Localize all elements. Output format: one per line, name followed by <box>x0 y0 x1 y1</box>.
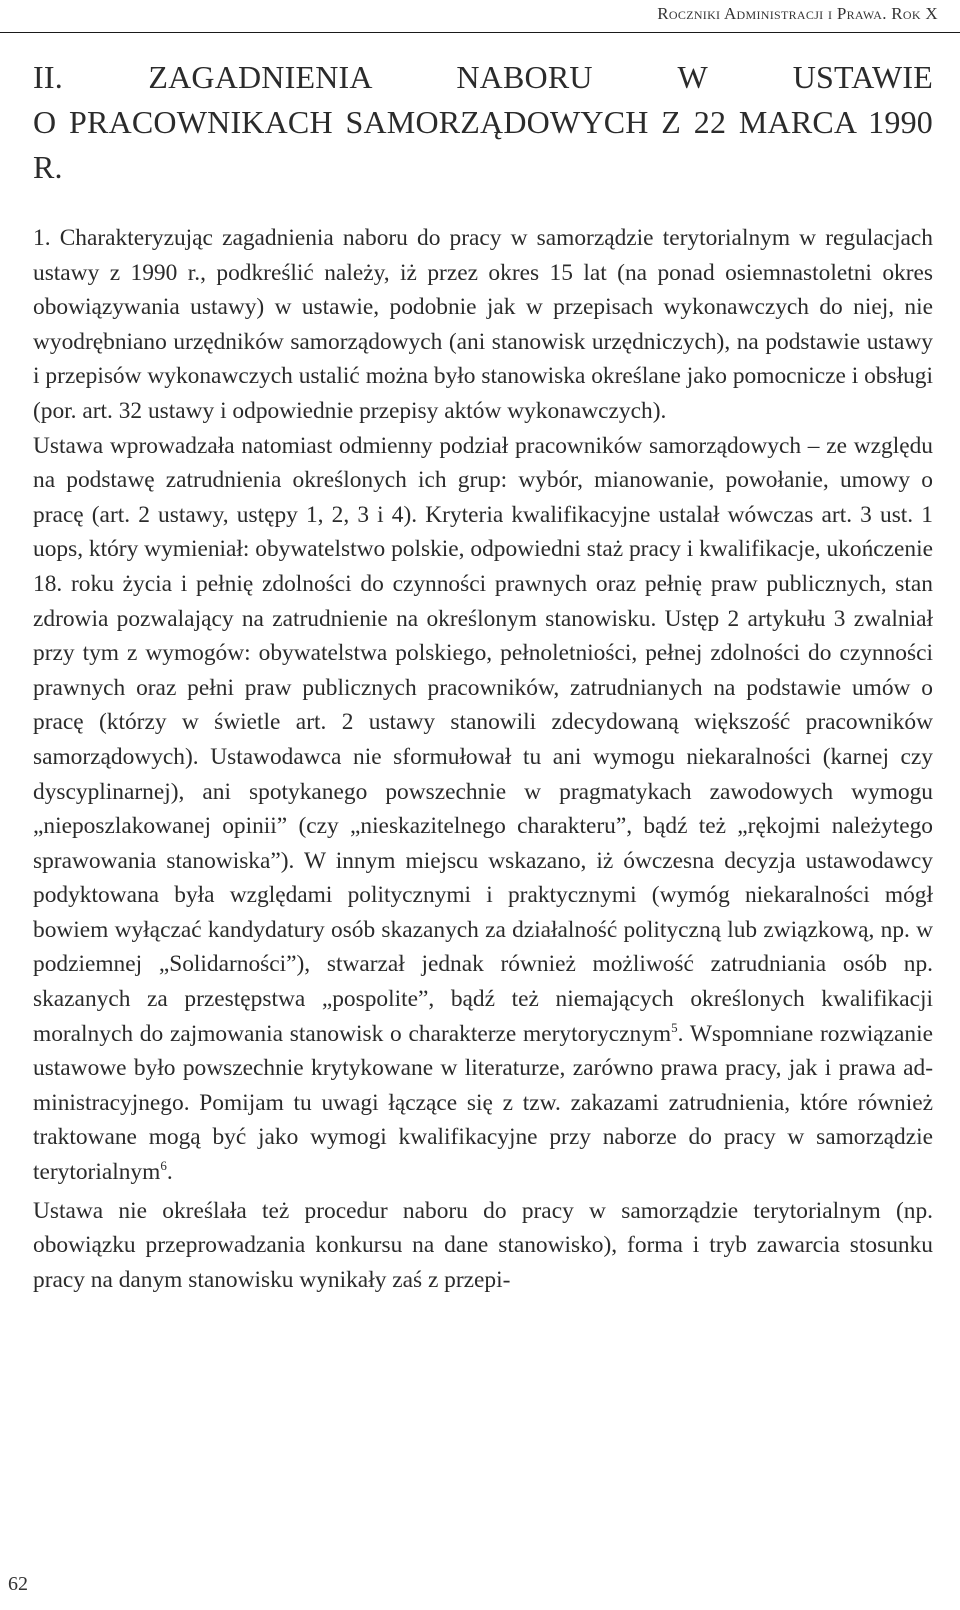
running-head: Roczniki Administracji i Prawa. Rok X <box>657 4 938 23</box>
paragraph-2-text-b: . Wspomniane rozwiązanie ustawowe było powszechnie krytykowane w literaturze, zarówno prawa pracy, jak i prawa administracyjnego. Pomijam tu uwagi łączące się z tzw. zakazami zatrudnienia, które również traktowane mogą być jako wymogi kwalifikacyjne przy naborze do pracy w samorządzie terytorialnym <box>33 1020 933 1186</box>
paragraph-2-text-c: . <box>166 1159 173 1186</box>
footnote-ref-6: 6 <box>160 1158 167 1174</box>
page-number: 62 <box>8 1573 28 1595</box>
paragraph-3: Ustawa nie określała też procedur naboru do pracy w samorządzie terytorialnym (np. obowiązku przeprowadzania konkursu na dane stanowisko), forma i tryb zawarcia stosunku pracy na danym stanowisku wynikały zaś z przepi- <box>33 1197 933 1293</box>
paragraph-2 <box>33 429 933 1190</box>
footnote-ref-5: 5 <box>671 1019 678 1035</box>
paragraph-1: 1. Charakteryzując zagadnienia naboru do pracy w samorządzie terytorialnym w regulacjach ustawy z 1990 r., podkreślić należy, iż przez okres 15 lat (na ponad osiemnastoletni okres obowiązywania ustawy) w ustawie, podobnie jak w przepisach wykonawczych do niej, nie wyodrębniano urzędników samorządowych (ani stanowisk urzędniczych), na podstawie ustawy i przepisów wykonawczych ustalić można było stanowiska określane jako pomocnicze i obsługi (por. art. 32 ustawy i odpowiednie przepisy aktów wykonawczych). <box>33 225 933 424</box>
paragraph-2-text-a: Ustawa wprowadzała natomiast odmienny podział pracowników samorządowych – ze względu na podstawę zatrudnienia określonych ich grup: wybór, mianowanie, powołanie, umowy o pracę (art. 2 ustawy, ustępy 1, 2, 3 i 4). Kryteria kwalifikacyjne ustalał wówczas art. 3 ust. 1 uops, który wymieniał: obywatelstwo polskie, odpowiedni staż pracy i kwalifikacje, ukończenie 18. roku życia i pełnię zdolności do czynności prawnych oraz pełnię praw publicznych, stan zdrowia pozwalający na zatrudnienie na określonym stanowisku. Ustęp 2 artykułu 3 zwalniał przy tym z wymogów: obywatelstwa polskiego, pełnoletniości, pełnej zdolności do czynności prawnych oraz pełni praw publicznych pracowników, zatrudnianych na podstawie umów o pracę (którzy w świetle art. 2 ustawy stanowili zdecydowaną większość pracowników samorządowych). Ustawodawca nie sformułował tu ani wymogu niekaralności (karnej czy dyscyplinarnej), ani spotykanego powszechnie w pragmatykach zawodowych wymogu „nieposzlakowanej opinii” (czy „nieskazitelnego charakteru”, bądź też „rękojmi należytego sprawowania stanowiska”). W innym miejscu wskazano, iż ówczesna decyzja ustawodawcy podyktowana była względami politycznymi i praktycznymi (wymóg niekaralności mógł bowiem wyłączać kandydatury osób skazanych za działalność polityczną lub związkową, np. w podziemnej „Solidarności”), stwarzał jednak również możliwość zatrudniania osób np. skazanych za przestępstwa „pospolite”, bądź też niemających określonych kwalifikacji moralnych do zajmowania stanowisk o charakterze merytorycznym <box>33 432 933 1047</box>
section-title-line-1: II. ZAGADNIENIA NABORU W USTAWIE <box>33 59 933 95</box>
page-content <box>33 55 933 1297</box>
page-header <box>0 0 960 33</box>
section-title-line-2: O PRACOWNIKACH SAMORZĄDOWYCH Z 22 MARCA 1990 R. <box>33 104 933 185</box>
section-title <box>33 55 933 190</box>
